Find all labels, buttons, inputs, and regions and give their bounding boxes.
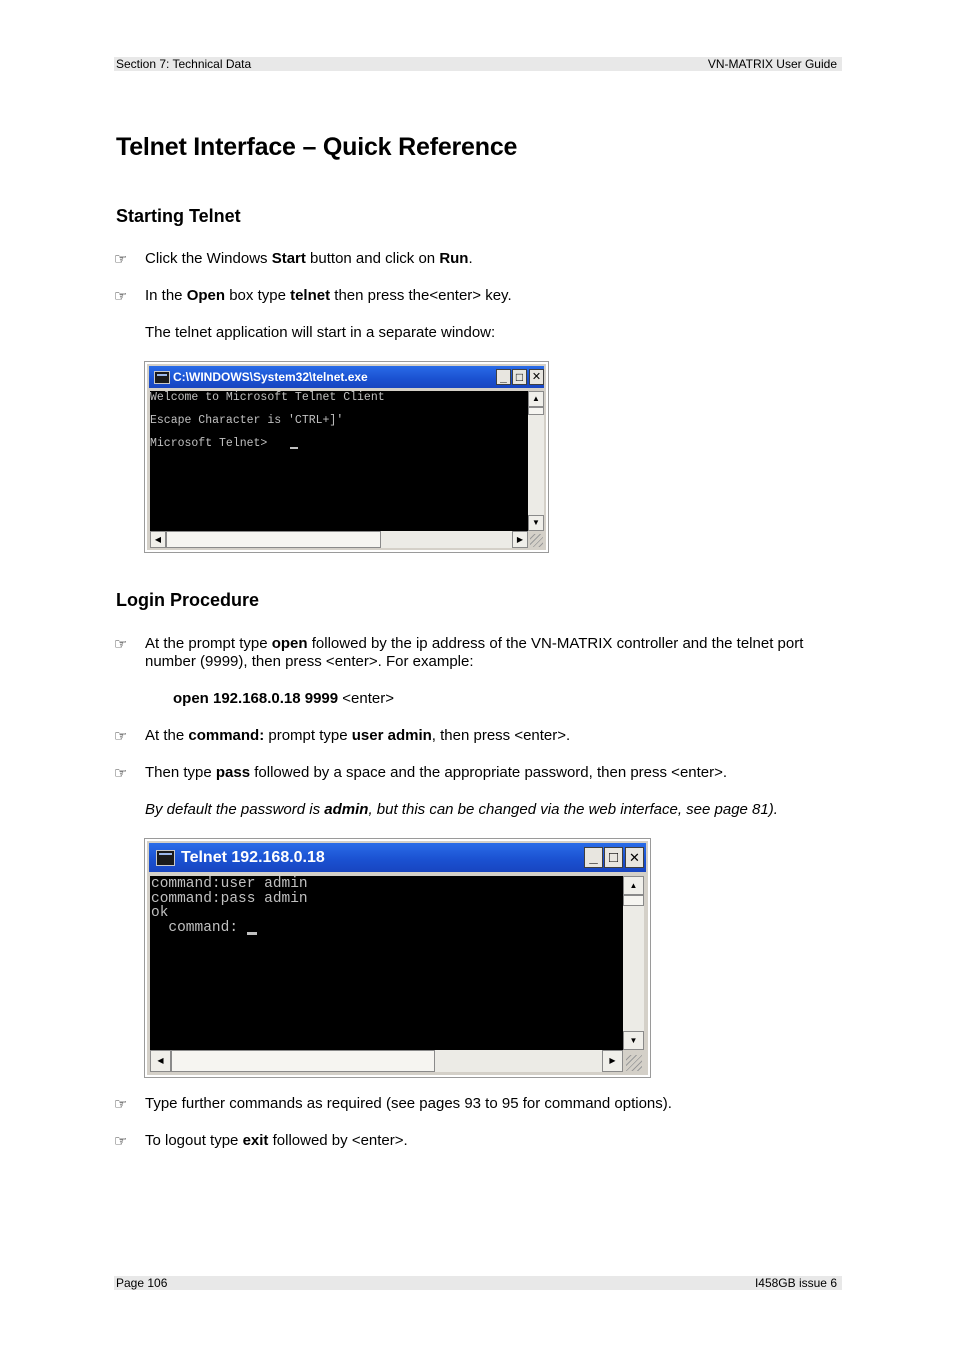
horizontal-scrollbar[interactable] <box>150 531 528 548</box>
page-number: Page 106 <box>116 1276 168 1290</box>
scroll-right-button[interactable]: ▶ <box>512 531 528 548</box>
step-open-connection: At the prompt type open followed by the ip address of the VN-MATRIX controller and the telnet port number (9999), then press <enter>. For example: <box>145 635 804 670</box>
pointing-hand-icon: ☞ <box>114 288 128 305</box>
page-header <box>114 57 842 71</box>
close-button[interactable]: ✕ <box>529 369 544 385</box>
scroll-thumb[interactable] <box>171 1050 435 1072</box>
document-issue: I458GB issue 6 <box>754 1276 837 1290</box>
scroll-up-button[interactable]: ▲ <box>623 876 644 895</box>
pointing-hand-icon: ☞ <box>114 1133 128 1150</box>
console-icon <box>154 371 170 384</box>
console-output[interactable] <box>150 391 528 531</box>
scroll-down-button[interactable]: ▼ <box>528 515 544 531</box>
vertical-scrollbar[interactable] <box>528 391 544 531</box>
scroll-down-button[interactable]: ▼ <box>623 1031 644 1050</box>
scroll-thumb[interactable] <box>528 407 544 415</box>
window-title: Telnet 192.168.0.18 <box>181 849 325 866</box>
step-further-commands: Type further commands as required (see pages 93 to 95 for command options). <box>145 1095 672 1112</box>
text-cursor <box>290 447 298 449</box>
console-line: command: <box>151 920 239 936</box>
login-procedure-heading: Login Procedure <box>116 590 260 610</box>
scroll-left-button[interactable]: ◀ <box>150 531 166 548</box>
header-guide-title: VN-MATRIX User Guide <box>707 57 837 71</box>
console-icon <box>156 850 175 866</box>
step-pass: Then type pass followed by a space and the appropriate password, then press <enter>. <box>145 764 728 781</box>
step-type-telnet: In the Open box type telnet then press the<enter> key. <box>145 287 512 304</box>
vertical-scrollbar[interactable] <box>623 876 644 1050</box>
text-cursor <box>247 932 257 935</box>
console-line: Welcome to Microsoft Telnet Client <box>150 391 385 404</box>
window-title: C:\WINDOWS\System32\telnet.exe <box>173 370 368 384</box>
pointing-hand-icon: ☞ <box>114 636 128 653</box>
console-line: command:user admin <box>151 876 308 892</box>
scroll-thumb[interactable] <box>166 531 381 548</box>
maximize-button[interactable]: □ <box>604 847 623 868</box>
telnet-exe-window <box>144 361 549 553</box>
scroll-left-button[interactable]: ◀ <box>150 1050 171 1072</box>
step-logout: To logout type exit followed by <enter>. <box>145 1132 408 1149</box>
window-titlebar <box>149 366 544 388</box>
telnet-session-window <box>144 838 651 1078</box>
pointing-hand-icon: ☞ <box>114 1096 128 1113</box>
pointing-hand-icon: ☞ <box>114 251 128 268</box>
step-user-admin: At the command: prompt type user admin, then press <enter>. <box>145 727 571 744</box>
pointing-hand-icon: ☞ <box>114 765 128 782</box>
scroll-up-button[interactable]: ▲ <box>528 391 544 407</box>
scroll-thumb[interactable] <box>623 895 644 906</box>
console-output[interactable] <box>150 876 623 1050</box>
horizontal-scrollbar[interactable] <box>150 1050 623 1072</box>
page-title: Telnet Interface – Quick Reference <box>116 133 518 161</box>
starting-telnet-heading: Starting Telnet <box>116 206 241 226</box>
console-line: Escape Character is 'CTRL+]' <box>150 414 344 427</box>
step-start-run: Click the Windows Start button and click on Run. <box>145 250 473 267</box>
header-section: Section 7: Technical Data <box>116 57 252 71</box>
default-password-note: By default the password is admin, but this can be changed via the web interface, see page 81). <box>145 801 778 818</box>
resize-grip-icon[interactable] <box>626 1055 642 1071</box>
page-footer <box>114 1276 842 1290</box>
telnet-window-note: The telnet application will start in a separate window: <box>145 324 496 341</box>
window-titlebar <box>149 843 646 872</box>
minimize-button[interactable]: _ <box>496 369 511 385</box>
scroll-right-button[interactable]: ▶ <box>602 1050 623 1072</box>
pointing-hand-icon: ☞ <box>114 728 128 745</box>
open-command-example: open 192.168.0.18 9999 <enter> <box>173 690 395 707</box>
resize-grip-icon[interactable] <box>530 534 543 547</box>
console-line: command:pass admin <box>151 891 308 907</box>
maximize-button[interactable]: □ <box>512 369 527 385</box>
close-button[interactable]: ✕ <box>625 847 644 868</box>
console-line: ok <box>151 905 169 921</box>
console-line: Microsoft Telnet> <box>150 437 275 450</box>
minimize-button[interactable]: _ <box>584 847 603 868</box>
